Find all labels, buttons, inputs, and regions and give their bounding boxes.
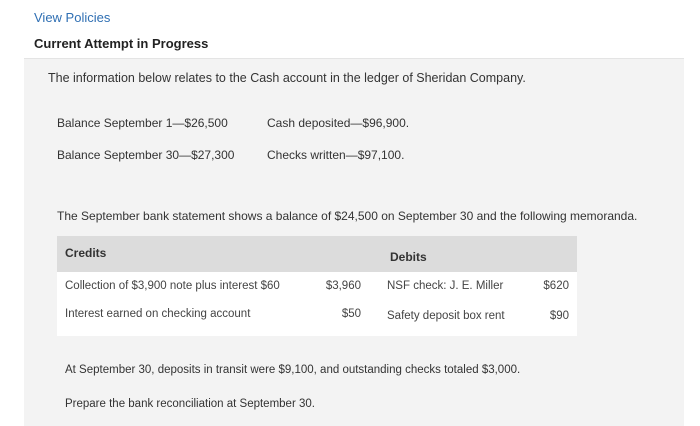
memoranda-header-row: [57, 236, 577, 272]
debit-desc-2: Safety deposit box rent: [387, 310, 505, 322]
debits-header: Debits: [390, 250, 427, 264]
balance-sept-1: Balance September 1—$26,500: [57, 116, 228, 130]
view-policies-link[interactable]: View Policies: [34, 10, 111, 25]
deposits-in-transit-note: At September 30, deposits in transit were $9,100, and outstanding checks totaled $3,000.: [65, 364, 521, 376]
debit-desc-1: NSF check: J. E. Miller: [387, 280, 504, 292]
debit-amount-1: $620: [543, 280, 569, 292]
credits-header: Credits: [65, 246, 107, 260]
attempt-title: Current Attempt in Progress: [34, 36, 209, 51]
debit-amount-2: $90: [549, 310, 569, 322]
instruction-text: Prepare the bank reconciliation at September 30.: [65, 398, 315, 410]
credit-amount-1: $3,960: [325, 280, 361, 292]
credit-desc-1: Collection of $3,900 note plus interest $60: [65, 280, 280, 292]
intro-text: The information below relates to the Cash account in the ledger of Sheridan Company.: [48, 71, 526, 85]
cash-deposited: Cash deposited—$96,900.: [267, 116, 410, 130]
memoranda-table: [57, 236, 577, 336]
credit-amount-2: $50: [341, 308, 361, 320]
bank-statement-text: The September bank statement shows a balance of $24,500 on September 30 and the following memoranda.: [57, 209, 638, 223]
balance-sept-30: Balance September 30—$27,300: [57, 148, 235, 162]
checks-written: Checks written—$97,100.: [267, 148, 405, 162]
credit-desc-2: Interest earned on checking account: [65, 308, 251, 320]
